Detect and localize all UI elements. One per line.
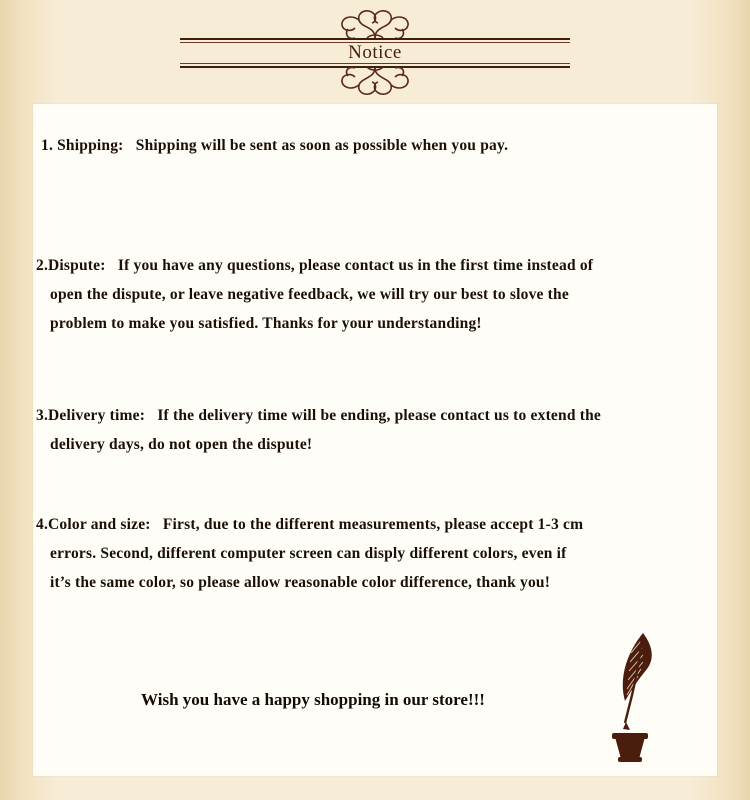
item-label: Color and size: — [48, 516, 151, 533]
notice-item-color-and-size — [36, 510, 714, 597]
notice-card — [33, 104, 717, 776]
quill-pen-and-inkwell-icon — [609, 629, 679, 764]
item-label: Delivery time: — [48, 407, 146, 424]
item-line: problem to make you satisfied. Thanks for your understanding! — [50, 315, 482, 332]
item-number: 3. — [36, 407, 49, 424]
item-line: delivery days, do not open the dispute! — [50, 436, 313, 453]
item-number: 4. — [36, 516, 49, 533]
item-line: If you have any questions, please contact us in the first time instead of — [117, 257, 594, 274]
item-line: First, due to the different measurements, please accept 1-3 cm — [162, 516, 584, 533]
notice-item-dispute — [36, 251, 714, 338]
page-title: Notice — [348, 42, 402, 63]
item-line: open the dispute, or leave negative feedback, we will try our best to slove the — [50, 286, 569, 303]
notice-item-delivery-time — [36, 401, 714, 459]
item-line: it’s the same color, so please allow reasonable color difference, thank you! — [50, 574, 551, 591]
item-line: errors. Second, different computer screen can disply different colors, even if — [50, 545, 567, 562]
item-line: If the delivery time will be ending, please contact us to extend the — [157, 407, 601, 424]
item-number: 1. — [41, 137, 54, 154]
notice-header — [0, 0, 750, 100]
item-line: Shipping will be sent as soon as possible when you pay. — [135, 137, 509, 154]
item-number: 2. — [36, 257, 49, 274]
notice-item-shipping — [41, 131, 709, 160]
ornament-flourish-bottom-icon — [315, 66, 435, 105]
item-label: Shipping: — [57, 137, 124, 154]
item-label: Dispute: — [48, 257, 106, 274]
closing-message: Wish you have a happy shopping in our store!!! — [141, 690, 485, 709]
